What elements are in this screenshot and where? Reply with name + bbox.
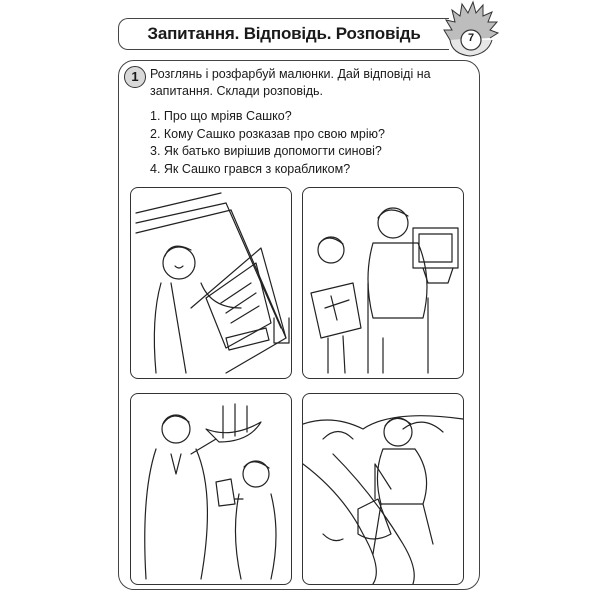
question-item: 3. Як батько вирішив допомогти синові? — [150, 144, 382, 158]
hedgehog-icon — [440, 0, 502, 62]
question-list — [150, 108, 385, 178]
illustration-boy-and-father — [302, 187, 464, 379]
question-item: 2. Кому Сашко розказав про свою мрію? — [150, 126, 385, 141]
boy-stream-illustration — [303, 394, 463, 584]
question-item: 1. Про що мріяв Сашко? — [150, 109, 292, 123]
illustration-boy-drawing — [130, 187, 292, 379]
illustration-father-with-ship — [130, 393, 292, 585]
page-number: 7 — [467, 32, 475, 44]
exercise-instruction: Розглянь і розфарбуй малюнки. Дай відповіді на запитання. Склади розповідь. — [150, 67, 431, 98]
page-title: Запитання. Відповідь. Розповідь — [147, 24, 421, 43]
boy-father-illustration — [303, 188, 463, 378]
father-ship-illustration — [131, 394, 291, 584]
page-header — [118, 18, 449, 50]
exercise-number: 1 — [124, 66, 146, 88]
boy-drawing-illustration — [131, 188, 291, 378]
question-item: 4. Як Сашко грався з корабликом? — [150, 161, 351, 176]
illustration-boy-at-stream — [302, 393, 464, 585]
